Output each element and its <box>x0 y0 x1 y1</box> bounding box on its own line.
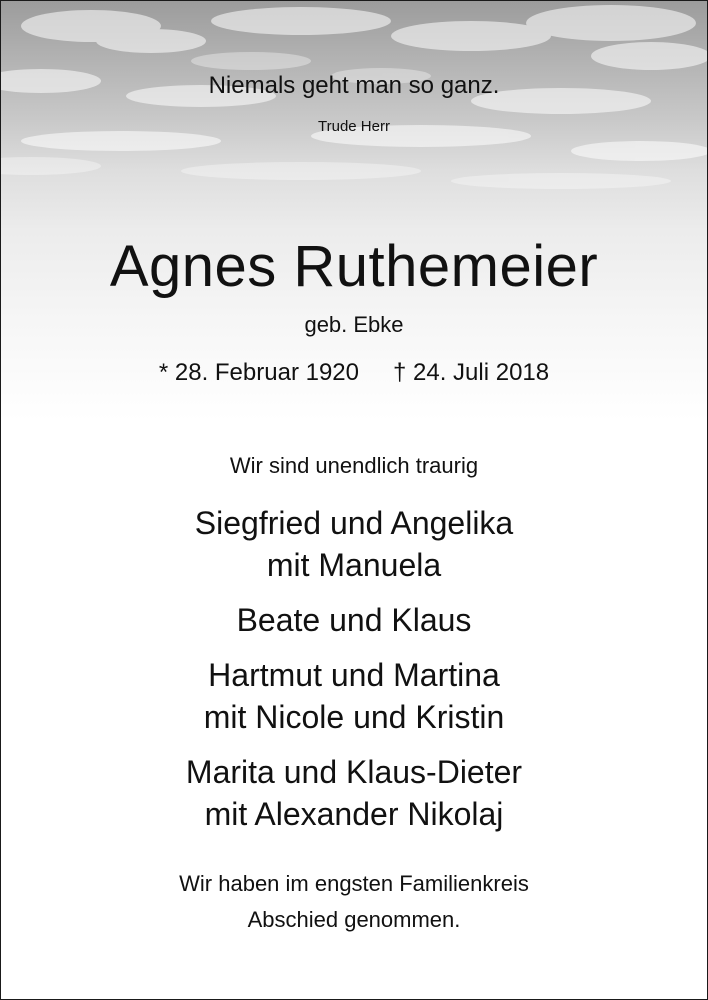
closing-line-2: Abschied genommen. <box>247 907 461 932</box>
clouds-illustration <box>1 1 707 201</box>
mourner-line: mit Alexander Nikolaj <box>204 796 504 832</box>
death-date: † 24. Juli 2018 <box>393 359 550 386</box>
birth-date: * 28. Februar 1920 <box>158 359 359 386</box>
mourner-line: mit Manuela <box>266 547 442 583</box>
closing-line-1: Wir haben im engsten Familienkreis <box>179 871 529 896</box>
life-dates <box>1 359 707 387</box>
motto-author: Trude Herr <box>318 118 390 135</box>
mourner-line: Marita und Klaus-Dieter <box>185 754 523 790</box>
mourner-line: mit Nicole und Kristin <box>203 699 505 735</box>
mourner-line: Hartmut und Martina <box>208 657 500 693</box>
mourner-line: Beate und Klaus <box>236 602 472 638</box>
maiden-name: geb. Ebke <box>304 312 404 337</box>
mourner-line: Siegfried und Angelika <box>194 505 514 541</box>
mourners-intro: Wir sind unendlich traurig <box>229 453 479 478</box>
motto-quote: Niemals geht man so ganz. <box>208 72 500 99</box>
deceased-name: Agnes Ruthemeier <box>109 234 599 299</box>
cloudy-sky-background <box>1 1 707 421</box>
